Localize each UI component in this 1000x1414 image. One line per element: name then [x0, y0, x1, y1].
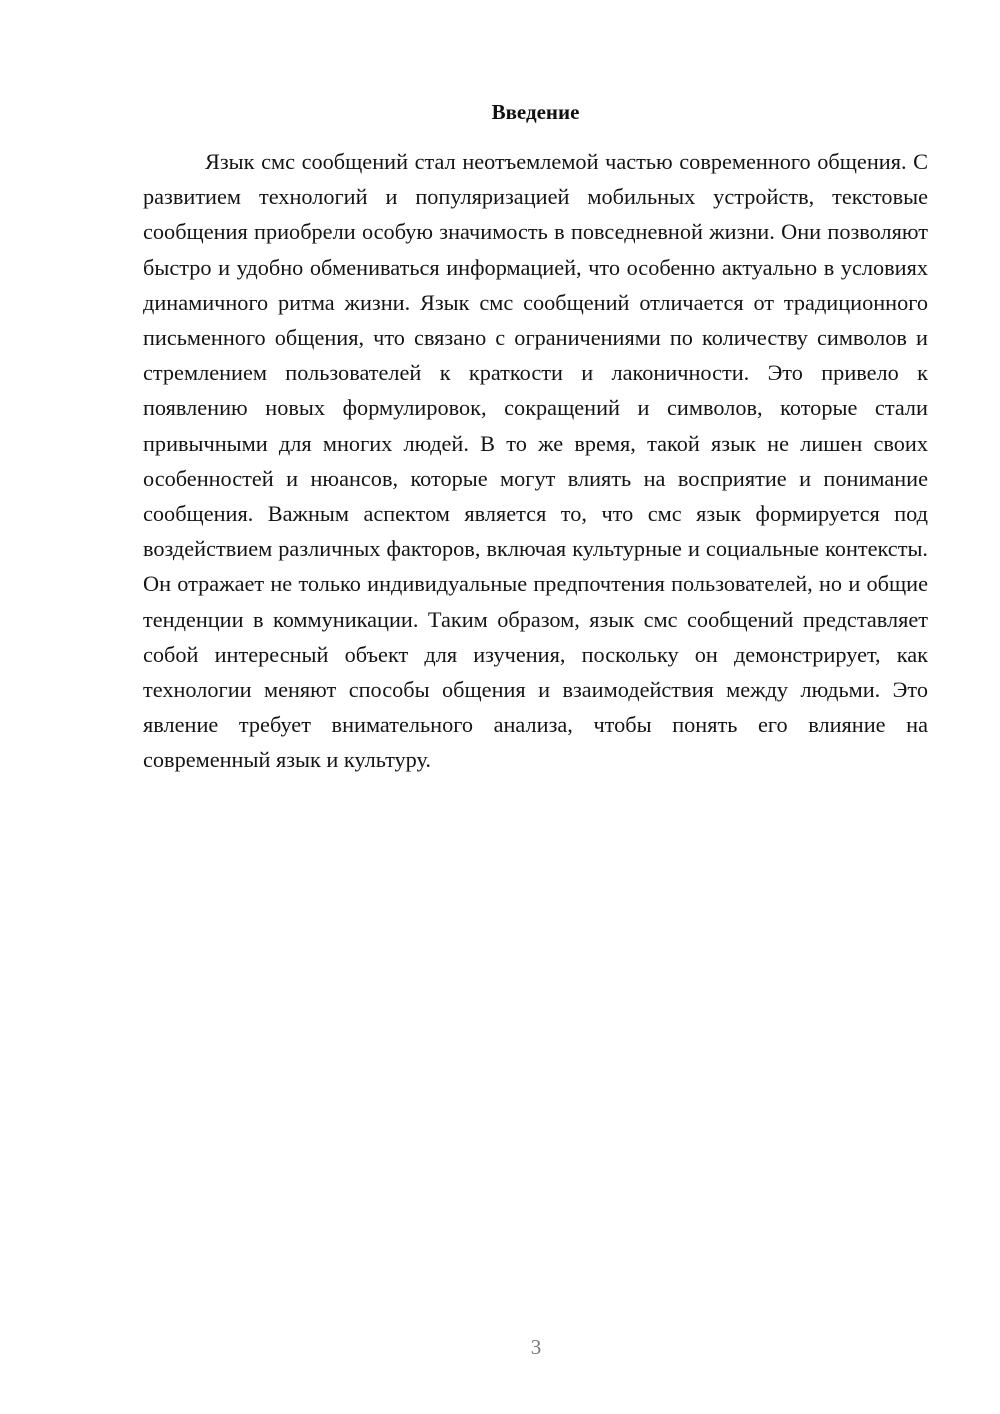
section-heading: Введение: [491, 100, 580, 124]
page-number: 3: [530, 1335, 542, 1359]
body-paragraph: Язык смс сообщений стал неотъемлемой частью современного общения. С развитием технологий и популяризацией мобильных устройств, текстовые сообщения приобрели особую значимость в повседневной жизни. Они позволяют быстро и удобно обмениваться информацией, что особенно актуально в условиях динамичного ритма жизни. Язык смс сообщений отличается от традиционного письменного общения, что связано с ограничениями по количеству символов и стремлением пользователей к краткости и лаконичности. Это привело к появлению новых формулировок, сокращений и символов, которые стали привычными для многих людей. В то же время, такой язык не лишен своих особенностей и нюансов, которые могут влиять на восприятие и понимание сообщения. Важным аспектом является то, что смс язык формируется под воздействием различных факторов, включая культурные и социальные контексты. Он отражает не только индивидуальные предпочтения пользователей, но и общие тенденции в коммуникации. Таким образом, язык смс сообщений представляет собой интересный объект для изучения, поскольку он демонстрирует, как технологии меняют способы общения и взаимодействия между людьми. Это явление требует внимательного анализа, чтобы понять его влияние на современный язык и культуру.: [143, 149, 928, 773]
